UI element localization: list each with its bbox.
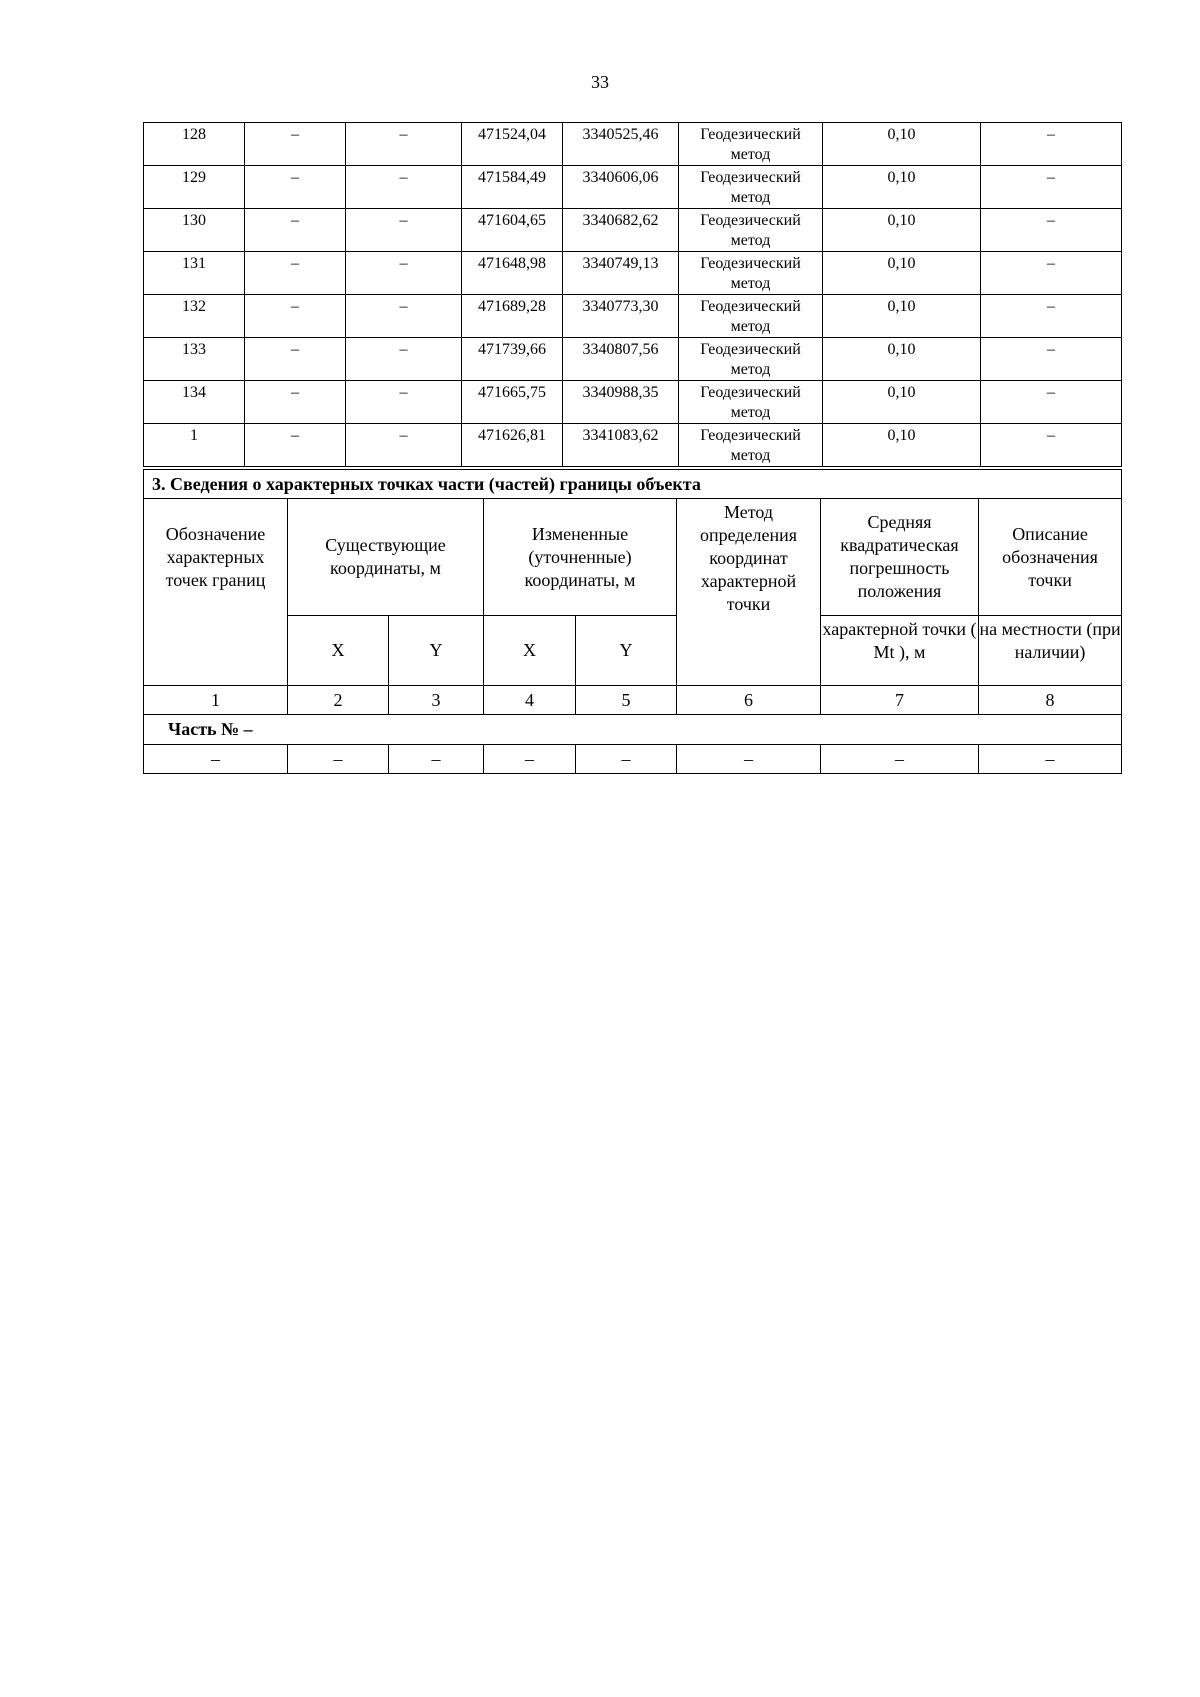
description-cell: –	[981, 295, 1122, 338]
table-cell: –	[576, 745, 677, 774]
method-cell: Геодезический метод	[679, 338, 823, 381]
empty-part-row	[144, 745, 1122, 774]
description-cell: –	[981, 381, 1122, 424]
y-coordinate-cell: 3340749,13	[563, 252, 679, 295]
existing-x-cell: –	[245, 252, 346, 295]
error-cell: 0,10	[823, 424, 981, 467]
existing-y-cell: –	[346, 123, 462, 166]
table-row	[144, 166, 1122, 209]
existing-y-cell: –	[346, 209, 462, 252]
point-number-cell: 132	[144, 295, 245, 338]
column-number: 8	[979, 686, 1122, 715]
table-row	[144, 381, 1122, 424]
header-description-top: Описание обозначения точки	[979, 499, 1122, 616]
x-coordinate-cell: 471739,66	[462, 338, 563, 381]
error-cell: 0,10	[823, 166, 981, 209]
header-y-existing: Y	[389, 616, 484, 686]
section-title: 3. Сведения о характерных точках части (частей) границы объекта	[144, 470, 1122, 499]
point-number-cell: 133	[144, 338, 245, 381]
existing-x-cell: –	[245, 209, 346, 252]
table-row	[144, 123, 1122, 166]
column-number: 7	[821, 686, 979, 715]
error-cell: 0,10	[823, 381, 981, 424]
table-cell: –	[389, 745, 484, 774]
section3-table	[143, 469, 1122, 774]
column-numbers-row	[144, 686, 1122, 715]
existing-y-cell: –	[346, 166, 462, 209]
method-cell: Геодезический метод	[679, 123, 823, 166]
points-table-body	[144, 123, 1122, 467]
x-coordinate-cell: 471584,49	[462, 166, 563, 209]
existing-x-cell: –	[245, 295, 346, 338]
method-cell: Геодезический метод	[679, 209, 823, 252]
existing-x-cell: –	[245, 424, 346, 467]
method-cell: Геодезический метод	[679, 166, 823, 209]
header-error-top: Средняя квадратическая погрешность положения	[821, 499, 979, 616]
header-error-bottom: характерной точки ( Mt ), м	[821, 616, 979, 686]
y-coordinate-cell: 3340606,06	[563, 166, 679, 209]
y-coordinate-cell: 3340682,62	[563, 209, 679, 252]
header-y-changed: Y	[576, 616, 677, 686]
existing-y-cell: –	[346, 424, 462, 467]
description-cell: –	[981, 424, 1122, 467]
x-coordinate-cell: 471626,81	[462, 424, 563, 467]
existing-y-cell: –	[346, 338, 462, 381]
description-cell: –	[981, 338, 1122, 381]
point-number-cell: 130	[144, 209, 245, 252]
header-description-bottom: на местности (при наличии)	[979, 616, 1122, 686]
error-cell: 0,10	[823, 252, 981, 295]
x-coordinate-cell: 471648,98	[462, 252, 563, 295]
error-cell: 0,10	[823, 123, 981, 166]
x-coordinate-cell: 471665,75	[462, 381, 563, 424]
header-x-changed: X	[484, 616, 576, 686]
method-cell: Геодезический метод	[679, 381, 823, 424]
method-cell: Геодезический метод	[679, 424, 823, 467]
column-number: 2	[288, 686, 389, 715]
column-number: 5	[576, 686, 677, 715]
header-changed-coordinates: Измененные (уточненные) координаты, м	[484, 499, 677, 616]
point-number-cell: 128	[144, 123, 245, 166]
table-cell: –	[144, 745, 288, 774]
y-coordinate-cell: 3340988,35	[563, 381, 679, 424]
x-coordinate-cell: 471689,28	[462, 295, 563, 338]
x-coordinate-cell: 471604,65	[462, 209, 563, 252]
table-row	[144, 295, 1122, 338]
table-cell: –	[979, 745, 1122, 774]
table-cell: –	[484, 745, 576, 774]
existing-y-cell: –	[346, 252, 462, 295]
table-row	[144, 252, 1122, 295]
page-number: 33	[591, 72, 609, 92]
error-cell: 0,10	[823, 209, 981, 252]
table-cell: –	[821, 745, 979, 774]
point-number-cell: 1	[144, 424, 245, 467]
existing-x-cell: –	[245, 338, 346, 381]
column-number: 6	[677, 686, 821, 715]
error-cell: 0,10	[823, 295, 981, 338]
existing-y-cell: –	[346, 295, 462, 338]
table-row	[144, 338, 1122, 381]
existing-x-cell: –	[245, 166, 346, 209]
point-number-cell: 134	[144, 381, 245, 424]
column-number: 4	[484, 686, 576, 715]
description-cell: –	[981, 209, 1122, 252]
header-designation: Обозначение характерных точек границ	[144, 499, 288, 686]
y-coordinate-cell: 3340807,56	[563, 338, 679, 381]
point-number-cell: 129	[144, 166, 245, 209]
method-cell: Геодезический метод	[679, 295, 823, 338]
part-label: Часть № –	[144, 715, 1122, 745]
header-x-existing: X	[288, 616, 389, 686]
existing-x-cell: –	[245, 381, 346, 424]
table-row	[144, 209, 1122, 252]
error-cell: 0,10	[823, 338, 981, 381]
description-cell: –	[981, 252, 1122, 295]
existing-x-cell: –	[245, 123, 346, 166]
table-cell: –	[288, 745, 389, 774]
column-number: 1	[144, 686, 288, 715]
y-coordinate-cell: 3341083,62	[563, 424, 679, 467]
description-cell: –	[981, 166, 1122, 209]
y-coordinate-cell: 3340525,46	[563, 123, 679, 166]
points-table	[143, 122, 1122, 467]
description-cell: –	[981, 123, 1122, 166]
column-number: 3	[389, 686, 484, 715]
point-number-cell: 131	[144, 252, 245, 295]
method-cell: Геодезический метод	[679, 252, 823, 295]
y-coordinate-cell: 3340773,30	[563, 295, 679, 338]
table-row	[144, 424, 1122, 467]
header-method: Метод определения координат характерной точки	[677, 499, 821, 686]
header-existing-coordinates: Существующие координаты, м	[288, 499, 484, 616]
table-cell: –	[677, 745, 821, 774]
x-coordinate-cell: 471524,04	[462, 123, 563, 166]
existing-y-cell: –	[346, 381, 462, 424]
